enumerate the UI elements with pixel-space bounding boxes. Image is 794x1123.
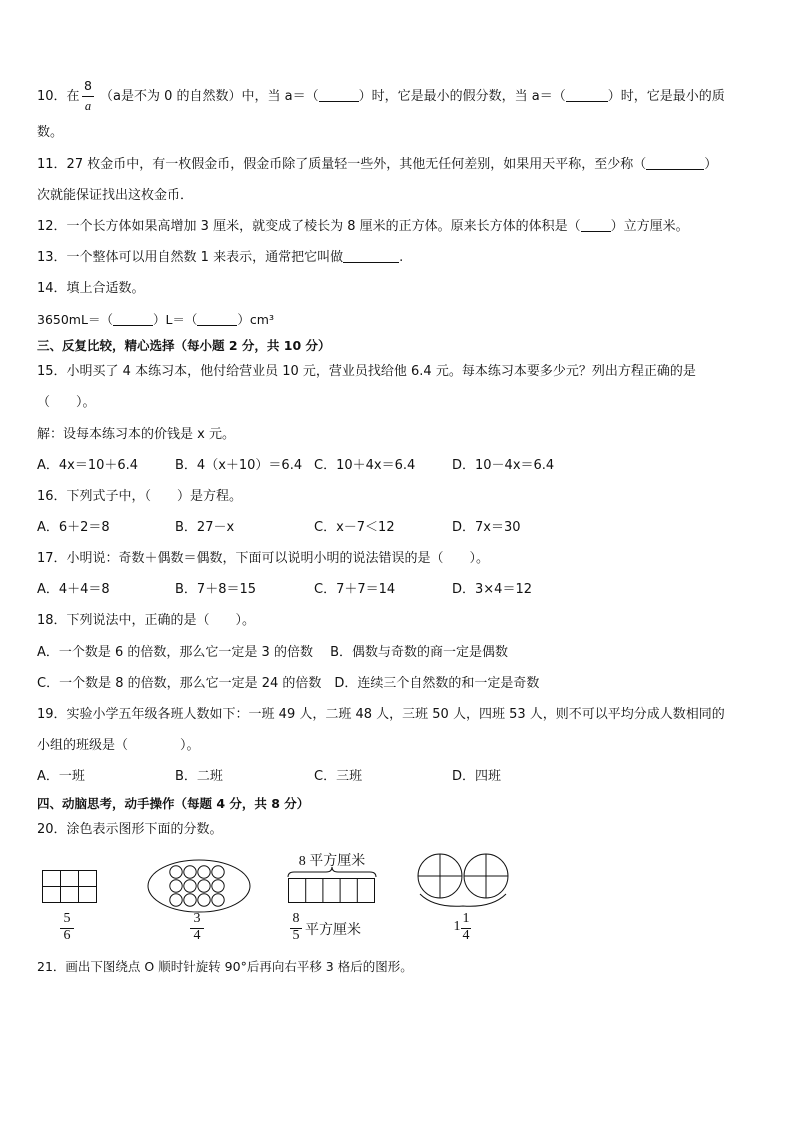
q13-text-b: .: [399, 250, 404, 265]
q20-figure-3-brace: [286, 866, 378, 878]
section-4-heading: 四、动脑思考，动手操作（每题 4 分，共 8 分）: [37, 796, 310, 811]
q19-option-d[interactable]: D．四班: [452, 769, 502, 784]
q17-line: 17．小明说：奇数＋偶数＝偶数，下面可以说明小明的说法错误的是（ ）。: [37, 551, 490, 566]
q16-option-a[interactable]: A．6＋2＝8: [37, 520, 110, 535]
q17-option-d[interactable]: D．3×4＝12: [452, 582, 532, 597]
q18-options-ab[interactable]: A．一个数是 6 的倍数，那么它一定是 3 的倍数 B．偶数与奇数的商一定是偶数: [37, 645, 509, 660]
q11-text-a: 11．27 枚金币中，有一枚假金币，假金币除了质量轻一些外，其他无任何差别，如果用天平称，至少称（: [37, 157, 647, 172]
q14-blank-1[interactable]: [113, 313, 153, 326]
q16-option-c[interactable]: C．x－7＜12: [314, 520, 395, 535]
q15-line1: 15．小明买了 4 本练习本，他付给营业员 10 元，营业员找给他 6.4 元。每本练习本要多少元？列出方程正确的是: [37, 364, 696, 379]
q16-option-b[interactable]: B．27－x: [175, 520, 235, 535]
q20-fig4-numerator: 1: [462, 911, 470, 926]
q18-line: 18．下列说法中，正确的是（ ）。: [37, 613, 256, 628]
q20-fig4-denominator: 4: [462, 928, 470, 943]
q12-blank[interactable]: [581, 219, 611, 232]
q15-option-b[interactable]: B．4（x＋10）＝6.4: [175, 458, 303, 473]
section-3-heading: 三、反复比较，精心选择（每小题 2 分，共 10 分）: [37, 338, 331, 353]
q20-fig2-denominator: 4: [193, 928, 201, 943]
q10-number: 10．在: [37, 89, 80, 104]
q20-fig2-numerator: 3: [193, 911, 201, 926]
q19-option-c[interactable]: C．三班: [314, 769, 363, 784]
q15-option-d[interactable]: D．10－4x＝6.4: [452, 458, 555, 473]
q10-line1-rest: [100, 88, 725, 106]
q13-line: [37, 249, 403, 267]
q11-blank[interactable]: [646, 157, 704, 170]
q10-fraction-bar: [82, 96, 94, 97]
q20-figure-2-ellipse[interactable]: [146, 858, 252, 914]
q11-line1: [37, 156, 717, 174]
q17-option-c[interactable]: C．7＋7＝14: [314, 582, 396, 597]
q10-blank-2[interactable]: [566, 89, 608, 102]
q10-line2: 数。: [37, 125, 64, 140]
q15-option-c[interactable]: C．10＋4x＝6.4: [314, 458, 416, 473]
q19-line2: 小组的班级是（ ）。: [37, 738, 200, 753]
q20-figure-1-grid[interactable]: [42, 870, 98, 904]
q17-option-b[interactable]: B．7＋8＝15: [175, 582, 257, 597]
q12-text-a: 12．一个长方体如果高增加 3 厘米，就变成了棱长为 8 厘米的正方体。原来长方体的体积是（: [37, 219, 581, 234]
q14-text-a: 3650mL＝（: [37, 312, 113, 327]
q17-option-a[interactable]: A．4＋4＝8: [37, 582, 110, 597]
q19-option-b[interactable]: B．二班: [175, 769, 223, 784]
q20-fig4-whole: 1: [453, 919, 461, 934]
q12-text-b: ）立方厘米。: [610, 219, 689, 234]
q16-option-d[interactable]: D．7x＝30: [452, 520, 521, 535]
q10-text-a: （a是不为 0 的自然数）中，当 a＝（: [100, 89, 319, 104]
q10-fraction-denominator: a: [84, 99, 92, 113]
q20-line: 20．涂色表示图形下面的分数。: [37, 822, 223, 837]
q19-option-a[interactable]: A．一班: [37, 769, 85, 784]
q20-fig3-top-label: 8 平方厘米: [298, 854, 366, 869]
q20-figure-3-bar[interactable]: [288, 878, 376, 904]
q13-blank[interactable]: [343, 250, 399, 263]
q15-option-a[interactable]: A．4x＝10＋6.4: [37, 458, 139, 473]
q10-line1: [37, 88, 80, 106]
q10-blank-1[interactable]: [319, 89, 359, 102]
q20-fig3-numerator: 8: [292, 911, 300, 926]
q13-text-a: 13．一个整体可以用自然数 1 来表示，通常把它叫做: [37, 250, 344, 265]
q21-line: 21．画出下图绕点 O 顺时针旋转 90°后再向右平移 3 格后的图形。: [37, 959, 413, 974]
q14-line2: [37, 311, 274, 329]
q14-blank-2[interactable]: [197, 313, 237, 326]
q16-line: 16．下列式子中，（ ）是方程。: [37, 489, 243, 504]
q10-fraction-numerator: 8: [84, 78, 92, 93]
q20-figure-4-circles[interactable]: [414, 850, 520, 910]
q20-fig3-unit: 平方厘米: [305, 923, 361, 938]
q18-options-cd[interactable]: C．一个数是 8 的倍数，那么它一定是 24 的倍数 D．连续三个自然数的和一定是奇数: [37, 676, 540, 691]
q10-text-b: ）时，它是最小的假分数，当 a＝（: [358, 89, 566, 104]
q20-fig1-denominator: 6: [63, 928, 71, 943]
q10-text-c: ）时，它是最小的质: [607, 89, 725, 104]
q14-text-b: ）L＝（: [152, 312, 198, 327]
q11-text-b: ）: [704, 157, 718, 172]
q20-fig3-denominator: 5: [292, 928, 300, 943]
q15-line2: （ ）。: [37, 395, 96, 410]
q14-text-c: ）cm³: [237, 312, 274, 327]
q19-line1: 19．实验小学五年级各班人数如下：一班 49 人，二班 48 人，三班 50 人，四班 53 人，则不可以平均分成人数相同的: [37, 707, 725, 722]
q12-line: [37, 218, 689, 236]
q15-line3: 解：设每本练习本的价钱是 x 元。: [37, 427, 235, 442]
q14-line1: 14．填上合适数。: [37, 281, 145, 296]
q11-line2: 次就能保证找出这枚金币．: [37, 188, 194, 203]
q20-fig1-numerator: 5: [63, 911, 71, 926]
